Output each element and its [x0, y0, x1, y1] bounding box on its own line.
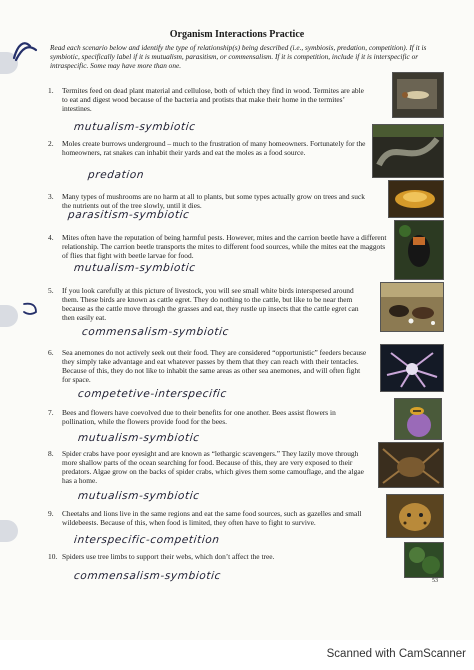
- question-number: 4.: [48, 233, 54, 242]
- question-number: 10.: [48, 552, 58, 561]
- beetle-photo: [394, 220, 444, 280]
- mushroom-photo: [388, 180, 444, 218]
- termite-photo: [392, 72, 444, 118]
- question-text: If you look carefully at this picture of livestock, you will see small white birds interspersed around them. These birds are known as cattle egret. They do nothing to the cattle, but like to be near them because as the cattle move through the grasses and eat, they rustle up insects that the cattle egret can then easily eat.: [62, 286, 359, 322]
- answer-6: competetive-interspecific: [77, 388, 228, 400]
- anemone-photo: [380, 344, 444, 392]
- question-number: 7.: [48, 408, 54, 417]
- page-number: 53: [432, 578, 438, 584]
- question-text: Spider crabs have poor eyesight and are known as “lethargic scavengers.” They lazily move through more shallow parts of the ocean searching for food. Because of this, they are very exposed to their predators. Algae grow on the backs of spider crabs, which gives them some camouflage, and the algae has a home.: [62, 449, 364, 485]
- answer-8: mutualism-symbiotic: [77, 490, 201, 502]
- question-8: [48, 449, 368, 485]
- answer-10: commensalism-symbiotic: [73, 570, 222, 582]
- question-text: Spiders use tree limbs to support their webs, which don’t affect the tree.: [62, 552, 275, 561]
- answer-1: mutualism-symbiotic: [73, 121, 197, 133]
- answer-2: predation: [87, 169, 145, 181]
- answer-9: interspecific-competition: [73, 534, 221, 546]
- snake-photo: [372, 124, 444, 178]
- question-5: [48, 286, 368, 322]
- question-text: Many types of mushrooms are no harm at all to plants, but some types actually grow on trees and suck the nutrients out of the tree slowly, until it dies.: [62, 192, 365, 210]
- answer-7: mutualism-symbiotic: [77, 432, 201, 444]
- question-text: Sea anemones do not actively seek out their food. They are considered “opportunistic” feeders because they simply take advantage and eat whatever passes by them that they can reach with their tentacles. Because of this, they do not like to inhabit the same areas as other sea anemones, and will often fight for space.: [62, 348, 367, 384]
- pen-mark-icon: [20, 300, 42, 320]
- question-6: [48, 348, 368, 384]
- question-9: [48, 509, 368, 527]
- question-7: [48, 408, 368, 426]
- question-3: [48, 192, 368, 210]
- question-number: 2.: [48, 139, 54, 148]
- question-number: 5.: [48, 286, 54, 295]
- answer-3: parasitism-symbiotic: [67, 209, 191, 221]
- question-10: [48, 552, 368, 561]
- question-number: 3.: [48, 192, 54, 201]
- question-text: Cheetahs and lions live in the same regions and eat the same food sources, such as gazelles and small wildebeests. Because of this, when food is limited, they often have to fight to survive.: [62, 509, 362, 527]
- question-number: 9.: [48, 509, 54, 518]
- scanner-watermark: Scanned with CamScanner: [326, 648, 466, 660]
- cheetah-photo: [386, 494, 444, 538]
- question-text: Bees and flowers have coevolved due to their benefits for one another. Bees assist flowers in pollination, while the flowers provide food for the bees.: [62, 408, 336, 426]
- question-text: Termites feed on dead plant material and cellulose, both of which they find in wood. Termites are able to eat and digest wood because of the bacteria and protists that make their home in the termites’ intestines.: [62, 86, 364, 113]
- question-4: [48, 233, 390, 260]
- spider-photo: [404, 542, 444, 578]
- question-number: 6.: [48, 348, 54, 357]
- answer-4: mutualism-symbiotic: [73, 262, 197, 274]
- cattle-photo: [380, 282, 444, 332]
- question-1: [48, 86, 368, 113]
- answer-5: commensalism-symbiotic: [81, 326, 230, 338]
- question-text: Moles create burrows underground – much to the frustration of many homeowners. Fortunately for the homeowners, rat snakes can inhabit their yards and eat the moles as a food source.: [62, 139, 366, 157]
- question-text: Mites often have the reputation of being harmful pests. However, mites and the carrion beetle have a different relationship. The carrion beetle transports the mites to different food sources, while the mites eat the maggots of flies that fight with beetle larvae for food.: [62, 233, 387, 260]
- scanner-footer: [0, 640, 474, 670]
- question-number: 8.: [48, 449, 54, 458]
- crab-photo: [378, 442, 444, 488]
- instructions: Read each scenario below and identify the type of relationship(s) being described (i.e., symbiosis, predation, competition). If it is symbiotic, specifically label if it is mutualism, parasitism, or commensalism. If it is competition, include if it is interspecific or intraspecific. Some may have more than one.: [50, 43, 427, 70]
- worksheet-title: Organism Interactions Practice: [169, 29, 305, 40]
- question-2: [48, 139, 368, 157]
- question-number: 1.: [48, 86, 54, 95]
- bee-photo: [394, 398, 442, 440]
